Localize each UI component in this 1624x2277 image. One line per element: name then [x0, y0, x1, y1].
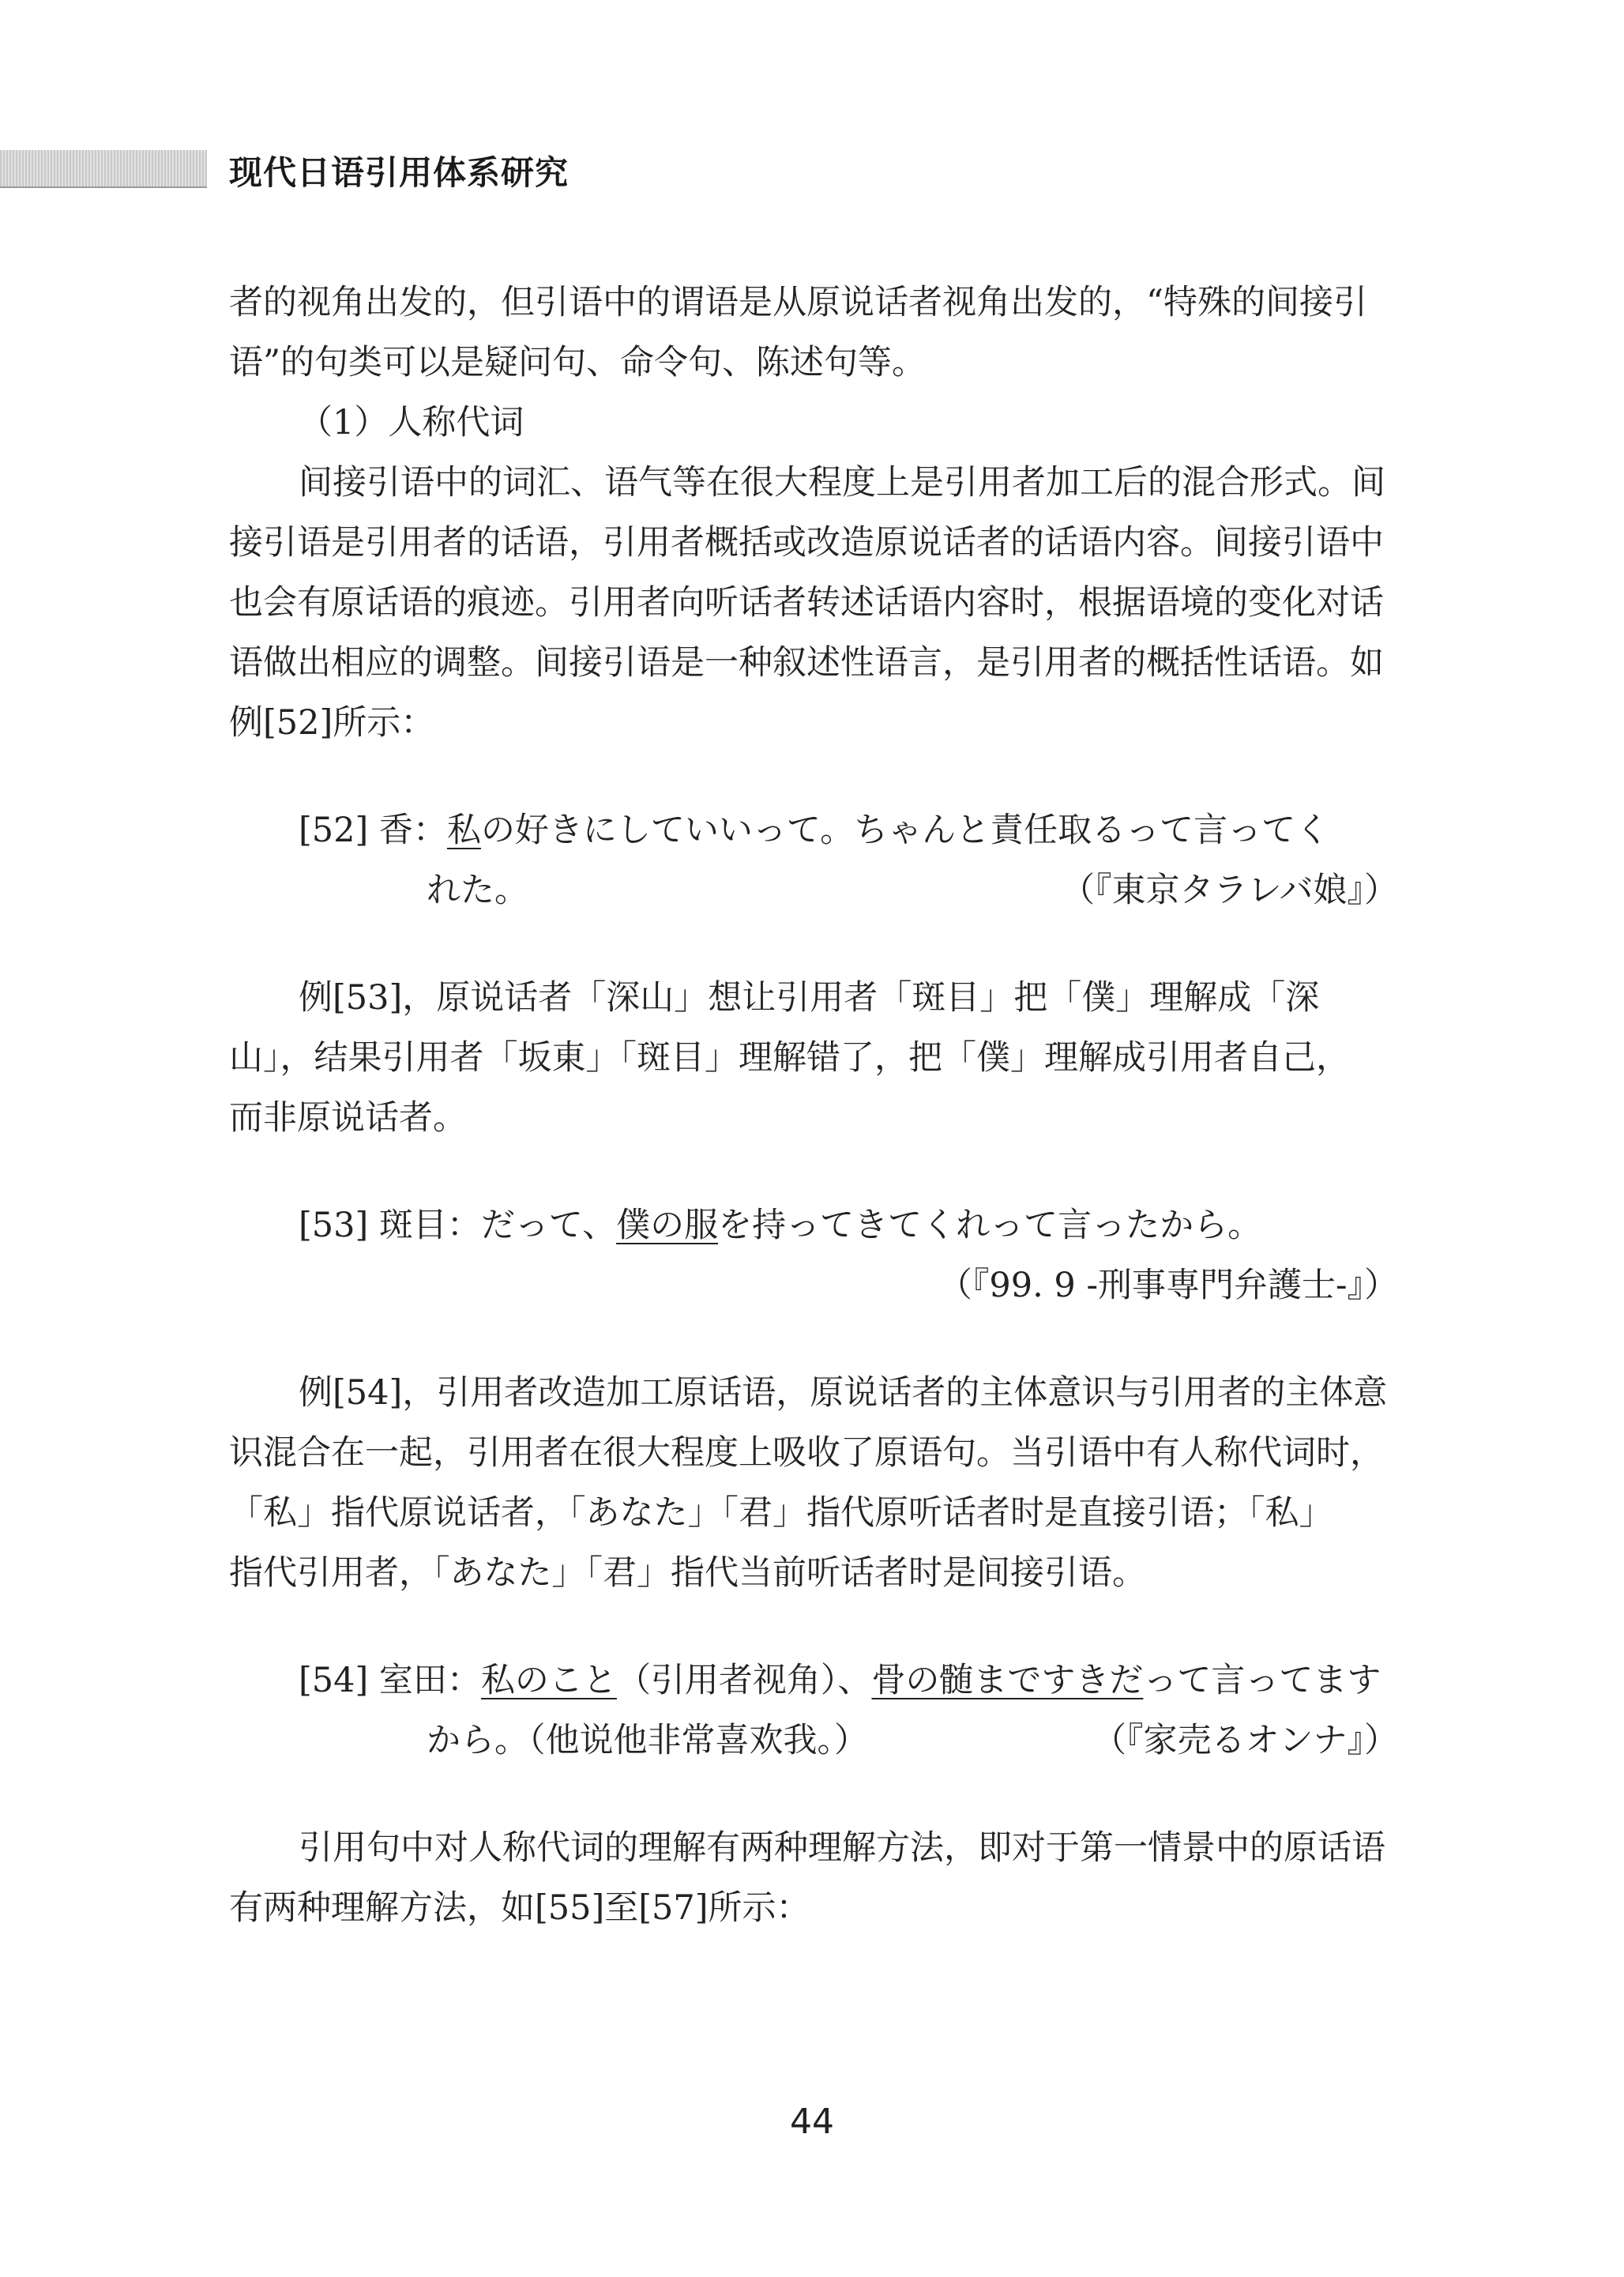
paragraph-line: 识混合在一起，引用者在很大程度上吸收了原语句。当引语中有人称代词时，: [229, 1433, 1384, 1473]
example-label: [52] 香：: [299, 811, 447, 850]
paragraph-line: 间接引语中的词汇、语气等在很大程度上是引用者加工后的混合形式。间: [299, 463, 1385, 502]
paragraph-line: 指代引用者，「あなた」「君」指代当前听话者时是间接引语。: [229, 1553, 1146, 1593]
underlined-phrase: 私: [446, 811, 481, 850]
section-heading: （1）人称代词: [299, 403, 524, 442]
page-body: [229, 273, 1414, 1938]
paragraph-line: 引用句中对人称代词的理解有两种理解方法，即对于第一情景中的原话语: [299, 1828, 1385, 1868]
paragraph-line: 语”的句类可以是疑问句、命令句、陈述句等。: [229, 343, 926, 382]
example-text: から。（他说他非常喜欢我。）: [427, 1721, 868, 1760]
paragraph-line: 者的视角出发的，但引语中的谓语是从原说话者视角出发的，“特殊的间接引: [229, 283, 1367, 322]
paragraph-line: 例[53]，原说话者「深山」想让引用者「斑目」把「僕」理解成「深: [299, 978, 1320, 1018]
example-label: [54] 室田：: [299, 1661, 481, 1700]
example-source: （『東京タラレバ娘』）: [1061, 871, 1398, 910]
page-number: 44: [790, 2102, 834, 2142]
example-52: [229, 800, 1414, 860]
paragraph-line: 例[54]，引用者改造加工原话语，原说话者的主体意识与引用者的主体意: [299, 1373, 1388, 1413]
paragraph-line: 也会有原话语的痕迹。引用者向听话者转述话语内容时，根据语境的变化对话: [229, 583, 1384, 623]
header-decoration-bar: [0, 150, 207, 186]
example-54-continuation: [229, 1711, 1414, 1771]
paragraph-line: 例[52]所示：: [229, 703, 435, 743]
underlined-phrase: 骨の髄まですきだ: [871, 1661, 1144, 1700]
running-header-title: 现代日语引用体系研究: [229, 153, 570, 192]
example-52-continuation: [229, 860, 1414, 920]
example-label: [53] 斑目：: [299, 1206, 481, 1245]
header-rule: [0, 186, 207, 188]
paragraph-line: 有两种理解方法，如[55]至[57]所示：: [229, 1888, 810, 1928]
example-54: [229, 1650, 1414, 1711]
example-text: （引用者视角）、: [616, 1661, 872, 1700]
example-text: れた。: [427, 871, 528, 910]
paragraph-line: 接引语是引用者的话语，引用者概括或改造原说话者的话语内容。间接引语中: [229, 523, 1384, 563]
example-53: [229, 1195, 1414, 1255]
paragraph-line: 「私」指代原说话者，「あなた」「君」指代原听话者时是直接引语；「私」: [229, 1493, 1333, 1533]
paragraph-line: 山」，结果引用者「坂東」「斑目」理解错了，把「僕」理解成引用者自己，: [229, 1038, 1350, 1078]
example-source: （『家売るオンナ』）: [1092, 1721, 1398, 1760]
example-text: だって、: [480, 1206, 617, 1245]
example-text: って言ってます: [1143, 1661, 1382, 1700]
paragraph-line: 语做出相应的调整。间接引语是一种叙述性语言，是引用者的概括性话语。如: [229, 643, 1384, 683]
example-text: を持ってきてくれって言ったから。: [718, 1206, 1262, 1245]
example-text: の好きにしていいって。ちゃんと責任取るって言ってく: [480, 811, 1330, 850]
underlined-phrase: 僕の服: [616, 1206, 719, 1245]
paragraph-line: 而非原说话者。: [229, 1098, 467, 1138]
underlined-phrase: 私のこと: [480, 1661, 617, 1700]
example-53-source: （『99. 9 -刑事専門弁護士-』）: [938, 1266, 1398, 1305]
